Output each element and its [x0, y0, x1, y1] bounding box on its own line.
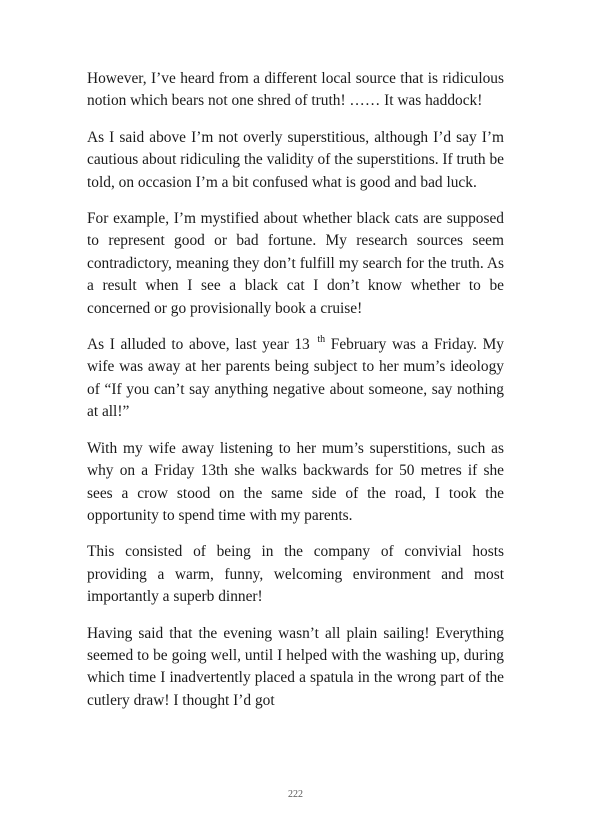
paragraph-wife-away: With my wife away listening to her mum’s superstitions, such as why on a Friday 13th she walks backwards for 50 metres if she sees a crow stood on the same side of the road, I took the opportunity to spend time with my parents. — [87, 439, 504, 524]
paragraph-friday-13th — [87, 334, 504, 424]
paragraph-black-cats: For example, I’m mystified about whether black cats are supposed to represent good or bad fortune. My research sources seem contradictory, meaning they don’t fulfill my search for the truth. As a result when I see a black cat I don’t know whether to be concerned or go provisionally book a cruise! — [87, 210, 504, 317]
paragraph-plain-sailing: Having said that the evening wasn’t all plain sailing! Everything seemed to be going well, until I helped with the washing up, during which time I inadvertently placed a spatula in the wrong part of the cutlery draw! I thought I’d got — [87, 624, 504, 709]
page-number: 222 — [288, 789, 303, 800]
paragraph-friday-13th-start: As I alluded to above, last year 13 — [87, 336, 316, 354]
paragraph-convivial-hosts: This consisted of being in the company of convivial hosts providing a warm, funny, welcoming environment and most importantly a superb dinner! — [87, 543, 504, 606]
paragraph-friday-13th-end: February was a Friday. My wife was away at her parents being subject to her mum’s ideology of “If you can’t say anything negative about someone, say nothing at all!” — [87, 336, 505, 421]
paragraph-superstitious: As I said above I’m not overly superstitious, although I’d say I’m cautious about ridiculing the validity of the superstitions. If truth be told, on occasion I’m a bit confused what is good and bad luck. — [87, 128, 504, 191]
page-body — [87, 68, 504, 726]
ordinal-suffix: th — [317, 334, 326, 346]
paragraph-haddock: However, I’ve heard from a different local source that is ridiculous notion which bears not one shred of truth! …… It was haddock! — [87, 70, 504, 110]
